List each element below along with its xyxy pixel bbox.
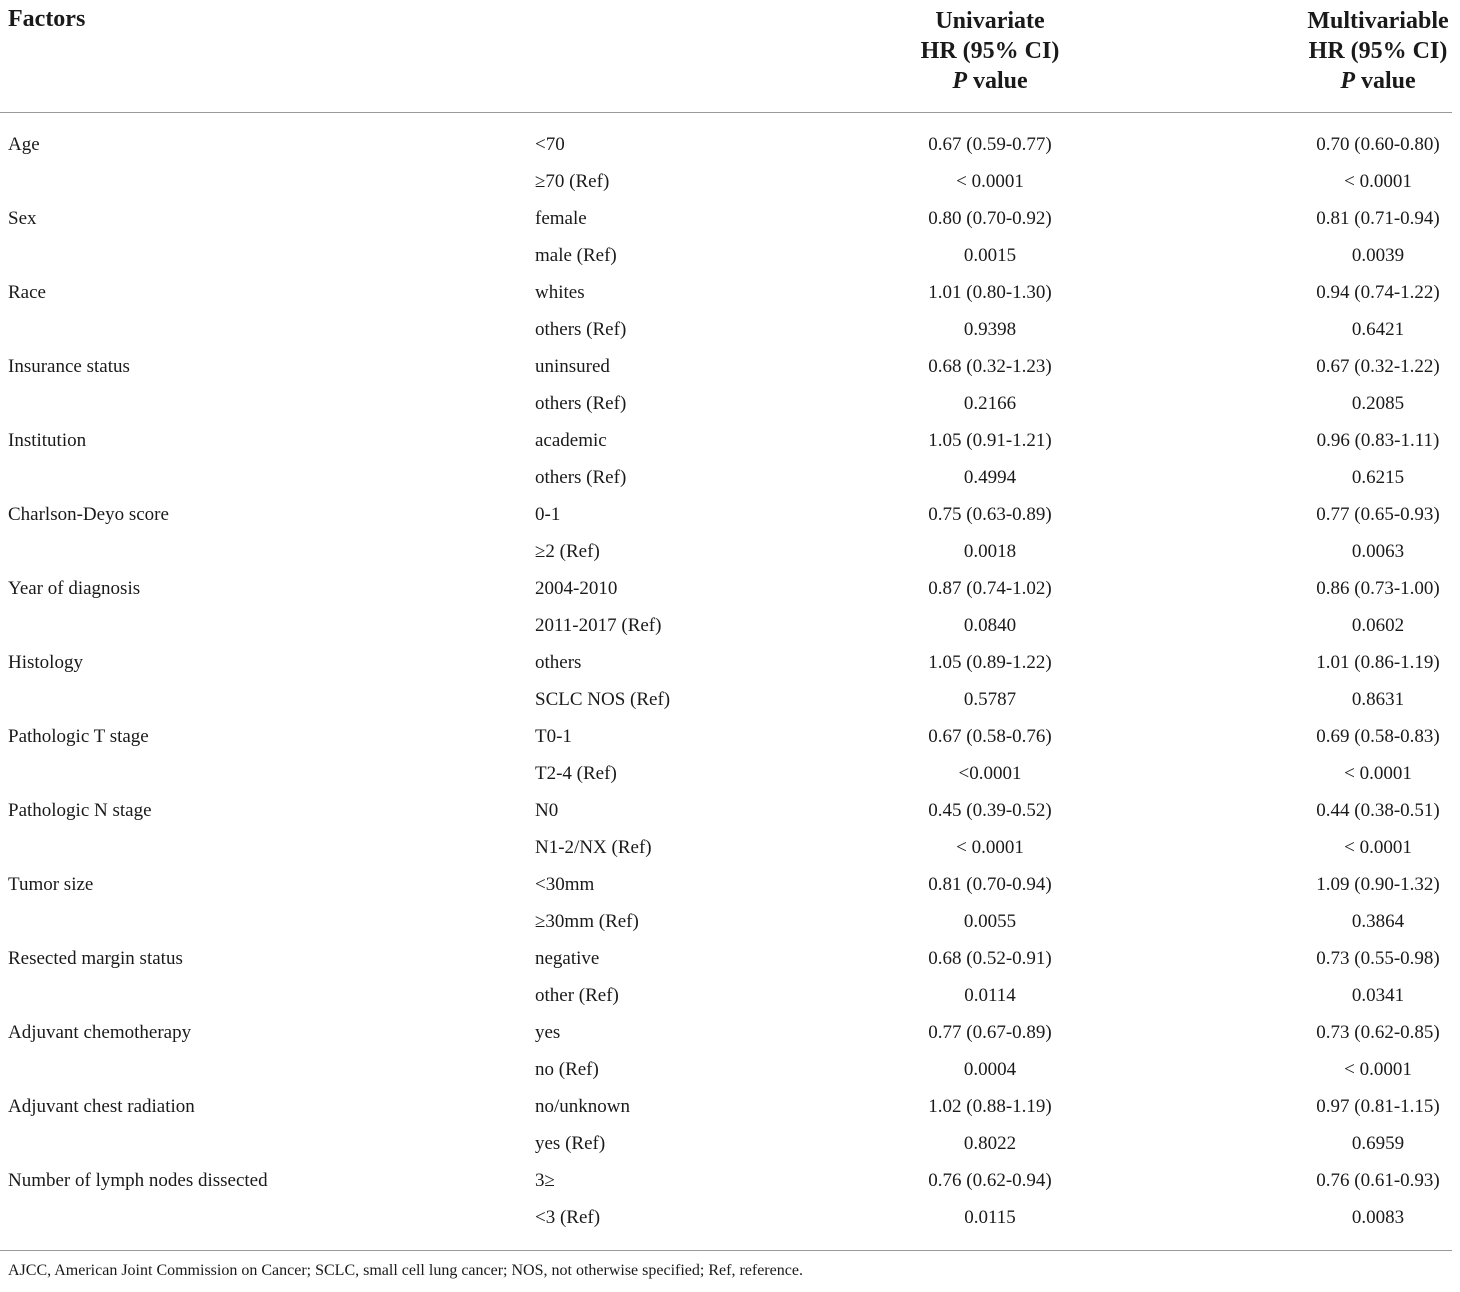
univariate-cell: 0.8022 (963, 1133, 1017, 1154)
univariate-cell: 0.2166 (963, 393, 1017, 414)
multivariable-cell: < 0.0001 (1344, 1059, 1412, 1080)
table-row (0, 348, 1460, 385)
table-row (0, 126, 1460, 163)
level-cell: N1-2/NX (Ref) (535, 837, 652, 858)
factor-cell: Age (8, 134, 40, 155)
p-italic: P (952, 68, 967, 94)
multivariable-cell: 0.6421 (1351, 319, 1405, 340)
univariate-cell: 0.0015 (963, 245, 1017, 266)
header-univariate-pvalue (880, 66, 1100, 96)
multivariable-cell: 0.6215 (1351, 467, 1405, 488)
table-row (0, 1162, 1460, 1199)
factor-cell: Adjuvant chest radiation (8, 1096, 195, 1117)
univariate-cell: 0.4994 (963, 467, 1017, 488)
table-row (0, 200, 1460, 237)
level-cell: female (535, 208, 587, 229)
factor-cell: Year of diagnosis (8, 578, 141, 599)
multivariable-cell: 0.94 (0.74-1.22) (1316, 282, 1440, 303)
level-cell: T0-1 (535, 726, 572, 747)
univariate-cell: 0.67 (0.58-0.76) (928, 726, 1052, 747)
header-multivariable (1268, 6, 1460, 96)
header-univariate-title: Univariate (935, 8, 1045, 34)
factor-cell: Charlson-Deyo score (8, 504, 169, 525)
multivariable-cell: 0.67 (0.32-1.22) (1316, 356, 1440, 377)
multivariable-cell: 0.77 (0.65-0.93) (1316, 504, 1440, 525)
table-row (0, 274, 1460, 311)
univariate-cell: 0.0840 (963, 615, 1017, 636)
table-row (0, 533, 1460, 570)
level-cell: yes (Ref) (535, 1133, 606, 1154)
univariate-cell: 0.77 (0.67-0.89) (928, 1022, 1052, 1043)
univariate-cell: 0.5787 (963, 689, 1017, 710)
level-cell: SCLC NOS (Ref) (535, 689, 671, 710)
header-multivariable-title: Multivariable (1307, 8, 1449, 34)
multivariable-cell: 0.6959 (1351, 1133, 1405, 1154)
multivariable-cell: 1.01 (0.86-1.19) (1316, 652, 1440, 673)
p-value-label: value (1355, 68, 1416, 94)
level-cell: T2-4 (Ref) (535, 763, 617, 784)
p-italic: P (1340, 68, 1355, 94)
table-row (0, 903, 1460, 940)
level-cell: other (Ref) (535, 985, 619, 1006)
factor-cell: Histology (8, 652, 83, 673)
level-cell: <70 (535, 134, 565, 155)
univariate-cell: 0.80 (0.70-0.92) (928, 208, 1052, 229)
factor-cell: Number of lymph nodes dissected (8, 1170, 268, 1191)
header-univariate (880, 6, 1100, 96)
table-row (0, 422, 1460, 459)
univariate-cell: 0.67 (0.59-0.77) (928, 134, 1052, 155)
table-row (0, 718, 1460, 755)
table-row (0, 496, 1460, 533)
table-header (0, 0, 1460, 112)
table-row (0, 570, 1460, 607)
level-cell: negative (535, 948, 600, 969)
univariate-cell: 0.68 (0.52-0.91) (928, 948, 1052, 969)
univariate-cell: 0.0114 (964, 985, 1016, 1006)
univariate-cell: 0.0004 (963, 1059, 1017, 1080)
level-cell: others (Ref) (535, 393, 627, 414)
univariate-cell: 0.45 (0.39-0.52) (928, 800, 1052, 821)
multivariable-cell: 0.97 (0.81-1.15) (1316, 1096, 1440, 1117)
level-cell: others (Ref) (535, 319, 627, 340)
table-row (0, 1088, 1460, 1125)
multivariable-cell: 0.73 (0.55-0.98) (1316, 948, 1440, 969)
level-cell: N0 (535, 800, 559, 821)
univariate-cell: 0.0018 (963, 541, 1017, 562)
table-row (0, 1199, 1460, 1236)
univariate-cell: 0.75 (0.63-0.89) (928, 504, 1052, 525)
multivariable-cell: 0.70 (0.60-0.80) (1316, 134, 1440, 155)
level-cell: ≥2 (Ref) (535, 541, 600, 562)
table-row (0, 866, 1460, 903)
univariate-cell: 0.0115 (964, 1207, 1016, 1228)
multivariable-cell: 0.8631 (1351, 689, 1405, 710)
multivariable-cell: < 0.0001 (1344, 763, 1412, 784)
univariate-cell: 0.81 (0.70-0.94) (928, 874, 1052, 895)
level-cell: academic (535, 430, 607, 451)
multivariable-cell: 0.2085 (1351, 393, 1405, 414)
univariate-cell: 1.01 (0.80-1.30) (928, 282, 1052, 303)
level-cell: 2004-2010 (535, 578, 618, 599)
level-cell: 3≥ (535, 1170, 555, 1191)
header-univariate-hr: HR (95% CI) (920, 38, 1060, 64)
level-cell: others (Ref) (535, 467, 627, 488)
factor-cell: Tumor size (8, 874, 94, 895)
level-cell: <30mm (535, 874, 595, 895)
level-cell: male (Ref) (535, 245, 617, 266)
footer-divider (0, 1250, 1452, 1251)
level-cell: uninsured (535, 356, 610, 377)
table-row (0, 1125, 1460, 1162)
factor-cell: Pathologic T stage (8, 726, 149, 747)
factor-cell: Institution (8, 430, 87, 451)
univariate-cell: 1.05 (0.91-1.21) (928, 430, 1052, 451)
multivariable-cell: 0.81 (0.71-0.94) (1316, 208, 1440, 229)
level-cell: <3 (Ref) (535, 1207, 601, 1228)
multivariable-cell: 0.44 (0.38-0.51) (1316, 800, 1440, 821)
table-row (0, 940, 1460, 977)
univariate-cell: 0.0055 (963, 911, 1017, 932)
multivariable-cell: 0.0063 (1351, 541, 1405, 562)
table-row (0, 829, 1460, 866)
factor-cell: Race (8, 282, 46, 303)
table-row (0, 1014, 1460, 1051)
univariate-cell: 1.02 (0.88-1.19) (928, 1096, 1052, 1117)
univariate-cell: 0.76 (0.62-0.94) (928, 1170, 1052, 1191)
factor-cell: Resected margin status (8, 948, 183, 969)
factor-cell: Adjuvant chemotherapy (8, 1022, 192, 1043)
level-cell: ≥30mm (Ref) (535, 911, 639, 932)
univariate-cell: < 0.0001 (956, 171, 1024, 192)
level-cell: 2011-2017 (Ref) (535, 615, 662, 636)
table-row (0, 792, 1460, 829)
level-cell: 0-1 (535, 504, 561, 525)
table-row (0, 755, 1460, 792)
table-row (0, 459, 1460, 496)
factor-cell: Pathologic N stage (8, 800, 152, 821)
multivariable-cell: 0.0341 (1351, 985, 1405, 1006)
multivariable-cell: < 0.0001 (1344, 837, 1412, 858)
header-multivariable-pvalue (1268, 66, 1460, 96)
p-value-label: value (967, 68, 1028, 94)
table-row (0, 163, 1460, 200)
multivariable-cell: 1.09 (0.90-1.32) (1316, 874, 1440, 895)
multivariable-cell: 0.69 (0.58-0.83) (1316, 726, 1440, 747)
multivariable-cell: < 0.0001 (1344, 171, 1412, 192)
univariate-cell: 0.87 (0.74-1.02) (928, 578, 1052, 599)
multivariable-cell: 0.0039 (1351, 245, 1405, 266)
table-row (0, 681, 1460, 718)
table-row (0, 644, 1460, 681)
header-multivariable-hr: HR (95% CI) (1308, 38, 1448, 64)
factor-cell: Sex (8, 208, 37, 229)
multivariable-cell: 0.0602 (1351, 615, 1405, 636)
table-row (0, 385, 1460, 422)
table-row (0, 977, 1460, 1014)
level-cell: ≥70 (Ref) (535, 171, 610, 192)
level-cell: no/unknown (535, 1096, 630, 1117)
table-body (0, 126, 1460, 1236)
table-row (0, 607, 1460, 644)
header-divider (0, 112, 1452, 113)
univariate-cell: <0.0001 (958, 763, 1022, 784)
table-row (0, 311, 1460, 348)
table-footnote: AJCC, American Joint Commission on Cancer; SCLC, small cell lung cancer; NOS, not otherwise specified; Ref, reference. (8, 1262, 803, 1279)
level-cell: yes (535, 1022, 561, 1043)
level-cell: whites (535, 282, 585, 303)
multivariable-cell: 0.86 (0.73-1.00) (1316, 578, 1440, 599)
multivariable-cell: 0.96 (0.83-1.11) (1316, 430, 1440, 451)
level-cell: no (Ref) (535, 1059, 599, 1080)
table-row (0, 237, 1460, 274)
multivariable-cell: 0.3864 (1351, 911, 1405, 932)
multivariable-cell: 0.73 (0.62-0.85) (1316, 1022, 1440, 1043)
table-row (0, 1051, 1460, 1088)
multivariable-cell: 0.76 (0.61-0.93) (1316, 1170, 1440, 1191)
univariate-cell: 0.9398 (963, 319, 1017, 340)
level-cell: others (535, 652, 582, 673)
univariate-cell: 0.68 (0.32-1.23) (928, 356, 1052, 377)
header-factors: Factors (8, 6, 86, 32)
factor-cell: Insurance status (8, 356, 130, 377)
univariate-cell: < 0.0001 (956, 837, 1024, 858)
multivariable-cell: 0.0083 (1351, 1207, 1405, 1228)
univariate-cell: 1.05 (0.89-1.22) (928, 652, 1052, 673)
